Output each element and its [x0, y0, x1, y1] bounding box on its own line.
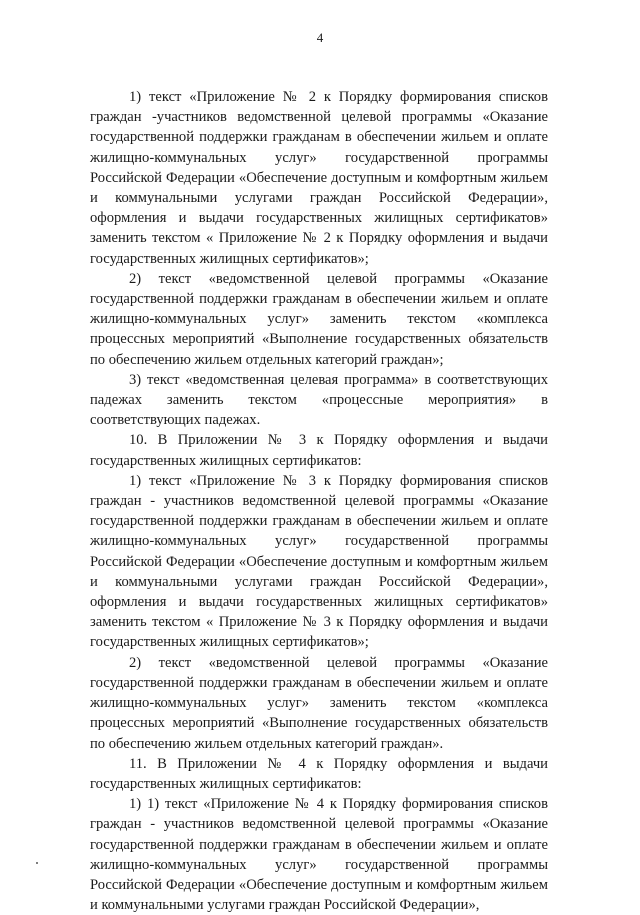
paragraph-item-2-program-replacement: 2) текст «ведомственной целевой программы «Оказание государственной поддержки гражданам в обеспечении жильем и оплате жилищно-коммунальных услуг» заменить текстом «комплекса процессных мероприятий «Выполнение государственных обязательств по обеспечению жильем отдельных категорий граждан»;	[90, 270, 548, 368]
paragraph-clause-10-heading: 10. В Приложении № 3 к Порядку оформления и выдачи государственных жилищных сертификатов:	[90, 432, 548, 469]
paragraph-clause-11-heading: 11. В Приложении № 4 к Порядку оформления и выдачи государственных жилищных сертификатов:	[90, 755, 548, 792]
margin-mark	[36, 862, 38, 864]
paragraph-clause-10-item-2: 2) текст «ведомственной целевой программы «Оказание государственной поддержки гражданам в обеспечении жильем и оплате жилищно-коммунальных услуг» заменить текстом «комплекса процессных мероприятий «Выполнение государственных обязательств по обеспечению жильем отдельных категорий граждан».	[90, 654, 548, 752]
paragraph-item-3-cases-replacement: 3) текст «ведомственная целевая программа» в соответствующих падежах заменить текстом «процессные мероприятия» в соответствующих падежах.	[90, 371, 548, 429]
document-body	[90, 87, 548, 915]
paragraph-clause-10-item-1: 1) текст «Приложение № 3 к Порядку формирования списков граждан - участников ведомственной целевой программы «Оказание государственной поддержки гражданам в обеспечении жильем и оплате жилищно-коммунальных услуг» государственной программы Российской Федерации «Обеспечение доступным и комфортным жильем и коммунальными услугами граждан Российской Федерации», оформления и выдачи государственных жилищных сертификатов» заменить текстом « Приложение № 3 к Порядку оформления и выдачи государственных жилищных сертификатов»;	[90, 472, 548, 651]
page-number: 4	[316, 30, 324, 45]
paragraph-item-1-text-replacement: 1) текст «Приложение № 2 к Порядку формирования списков граждан -участников ведомственной целевой программы «Оказание государственной поддержки гражданам в обеспечении жильем и оплате жилищно-коммунальных услуг» государственной программы Российской Федерации «Обеспечение доступным и комфортным жильем и коммунальными услугами граждан Российской Федерации», оформления и выдачи государственных жилищных сертификатов» заменить текстом « Приложение № 2 к Порядку оформления и выдачи государственных жилищных сертификатов»;	[90, 89, 548, 267]
paragraph-clause-11-item-1: 1) 1) текст «Приложение № 4 к Порядку формирования списков граждан - участников ведомственной целевой программы «Оказание государственной поддержки гражданам в обеспечении жильем и оплате жилищно-коммунальных услуг» государственной программы Российской Федерации «Обеспечение доступным и комфортным жильем и коммунальными услугами граждан Российской Федерации»,	[90, 796, 548, 914]
